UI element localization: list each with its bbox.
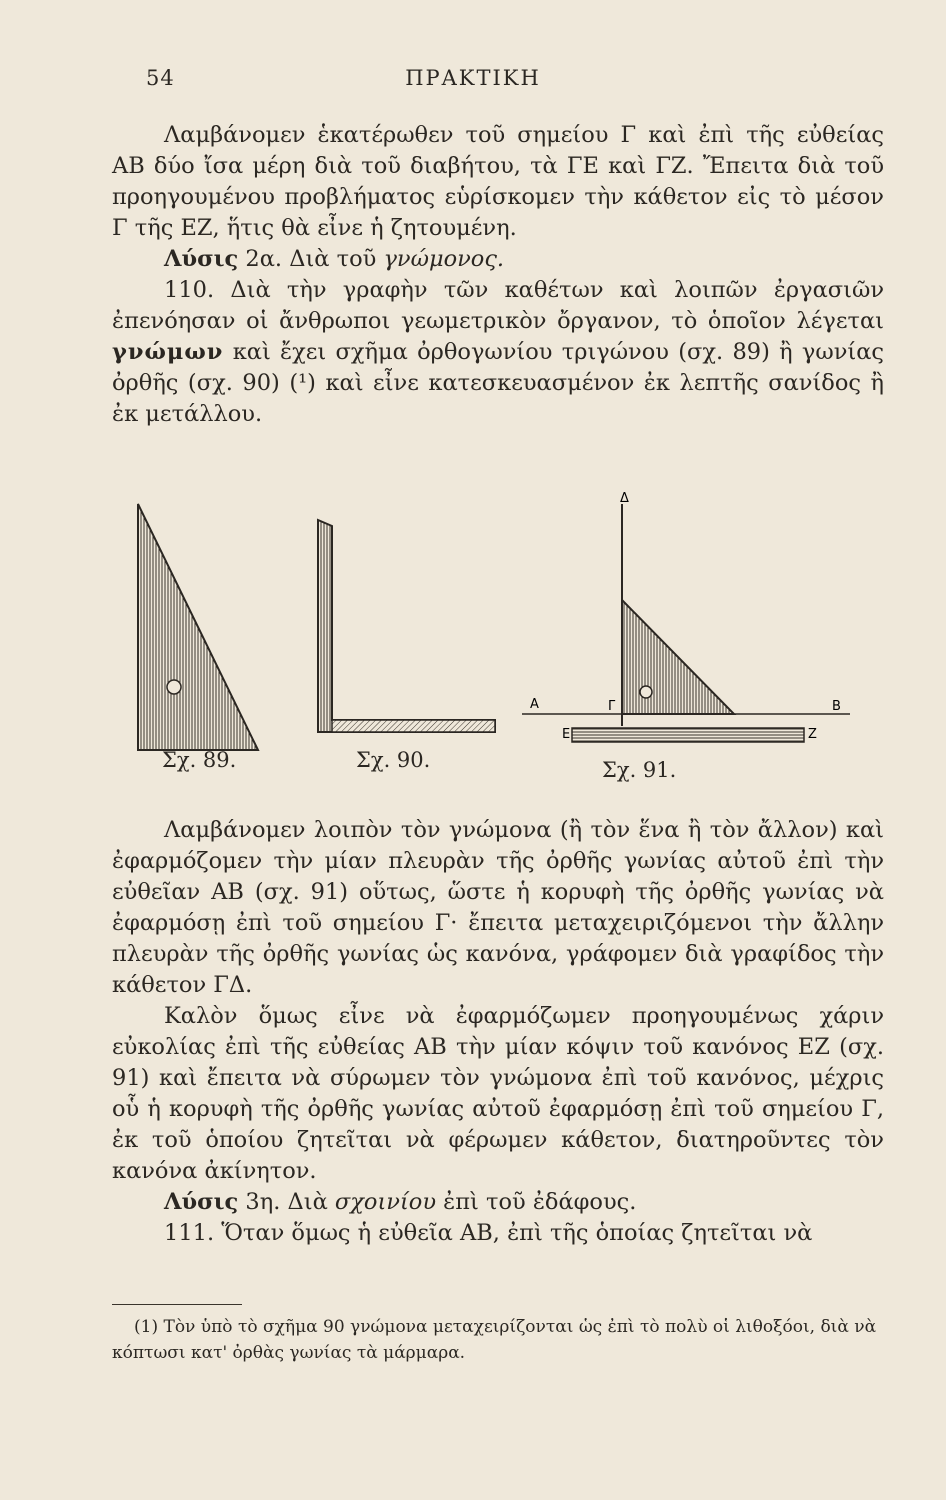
caption-fig-91: Σχ. 91.	[602, 758, 677, 782]
label-gamma: Γ	[608, 699, 616, 714]
gnomon-hole-icon	[640, 686, 652, 698]
paragraph-110-start: 110. Διὰ τὴν γραφὴν τῶν καθέτων καὶ λοιπῶν ἐργασιῶν ἐπενόησαν οἱ ἄνθρωποι γεωμετρικὸν ὄργανον, τὸ ὁποῖον λέγεται	[112, 277, 884, 334]
solution-heading-3-end: ἐπὶ τοῦ ἐδάφους.	[436, 1189, 637, 1215]
figure-90-l-square	[318, 520, 495, 732]
solution-heading-2	[112, 244, 884, 275]
page-header	[0, 66, 946, 96]
label-z: Z	[808, 727, 817, 742]
paragraph-110-end: καὶ ἔχει σχῆμα ὀρθογωνίου τριγώνου (σχ. 89) ἢ γωνίας ὀρθῆς (σχ. 90) (¹) καὶ εἶνε κατεσκευασμένον ἐκ λεπτῆς σανίδος ἢ ἐκ μετάλλου.	[112, 339, 884, 427]
solution-heading-text: 2α. Διὰ τοῦ	[238, 246, 384, 272]
label-top: Δ	[620, 491, 629, 506]
figures-row	[110, 482, 850, 792]
paragraph-apply-gnomon: Λαμβάνομεν λοιπὸν τὸν γνώμονα (ἢ τὸν ἕνα ἢ τὸν ἄλλον) καὶ ἐφαρμόζομεν τὴν μίαν πλευρὰν τῆς ὀρθῆς γωνίας αὐτοῦ ἐπὶ τὴν εὐθεῖαν ΑΒ (σχ. 91) οὕτως, ὥστε ἡ κορυφὴ τῆς ὀρθῆς γωνίας νὰ ἐφαρμόσῃ ἐπὶ τοῦ σημείου Γ· ἔπειτα μεταχειριζόμενοι τὴν ἄλλην πλευρὰν τῆς ὀρθῆς γωνίας ὡς κανόνα, γράφομεν διὰ γραφίδος τὴν κάθετον ΓΔ.	[112, 817, 884, 998]
paragraph-111: 111. Ὅταν ὅμως ἡ εὐθεῖα ΑΒ, ἐπὶ τῆς ὁποίας ζητεῖται νὰ	[164, 1220, 813, 1246]
label-e: E	[562, 727, 571, 742]
footnote-rule	[112, 1304, 242, 1305]
text-block-bottom	[112, 815, 884, 1249]
caption-fig-89: Σχ. 89.	[162, 748, 237, 772]
triangle-hole-icon	[167, 680, 181, 694]
label-a: A	[530, 697, 539, 712]
ruler-ez	[572, 728, 804, 742]
figures-drawing	[110, 482, 850, 792]
solution-label-3: Λύσις	[164, 1189, 239, 1215]
caption-fig-90: Σχ. 90.	[356, 748, 431, 772]
label-b: B	[832, 699, 841, 714]
solution-heading-emphasis: γνώμονος.	[383, 246, 505, 272]
paragraph-continuation: Λαμβάνομεν ἑκατέρωθεν τοῦ σημείου Γ καὶ ἐπὶ τῆς εὐθείας ΑΒ δύο ἴσα μέρη διὰ τοῦ διαβήτου, τὰ ΓΕ καὶ ΓΖ. Ἔπειτα διὰ τοῦ προηγουμένου προβλήματος εὑρίσκομεν τὴν κάθετον εἰς τὸ μέσον Γ τῆς ΕΖ, ἥτις θὰ εἶνε ἡ ζητουμένη.	[112, 122, 884, 241]
paragraph-ruler-tip: Καλὸν ὅμως εἶνε νὰ ἐφαρμόζωμεν προηγουμένως χάριν εὐκολίας ἐπὶ τῆς εὐθείας ΑΒ τὴν μίαν κόψιν τοῦ κανόνος ΕΖ (σχ. 91) καὶ ἔπειτα νὰ σύρωμεν τὸν γνώμονα ἐπὶ τοῦ κανόνος, μέχρις οὗ ἡ κορυφὴ τῆς ὀρθῆς γωνίας αὐτοῦ ἐφαρμόσῃ ἐπὶ τοῦ σημείου Γ, ἐκ τοῦ ὁποίου ζητεῖται νὰ φέρωμεν κάθετον, διατηροῦντες τὸν κανόνα ἀκίνητον.	[112, 1003, 884, 1184]
text-block-top	[112, 120, 884, 430]
solution-heading-3-text: 3η. Διὰ	[238, 1189, 335, 1215]
paragraph-110	[112, 275, 884, 430]
figure-91-gnomon-on-ruler	[522, 491, 850, 742]
page-number: 54	[146, 66, 175, 90]
term-gnomon: γνώμων	[112, 339, 224, 365]
figure-89-triangle	[138, 504, 258, 750]
running-title: ΠΡΑΚΤΙΚΗ	[405, 66, 541, 90]
footnote	[112, 1314, 884, 1366]
footnote-text: (1) Τὸν ὑπὸ τὸ σχῆμα 90 γνώμονα μεταχειρίζονται ὡς ἐπὶ τὸ πολὺ οἱ λιθοξόοι, διὰ νὰ κόπτωσι κατ' ὀρθὰς γωνίας τὰ μάρμαρα.	[112, 1317, 877, 1363]
solution-heading-3-emphasis: σχοινίου	[334, 1189, 437, 1215]
solution-heading-3	[112, 1187, 884, 1218]
solution-label: Λύσις	[164, 246, 239, 272]
